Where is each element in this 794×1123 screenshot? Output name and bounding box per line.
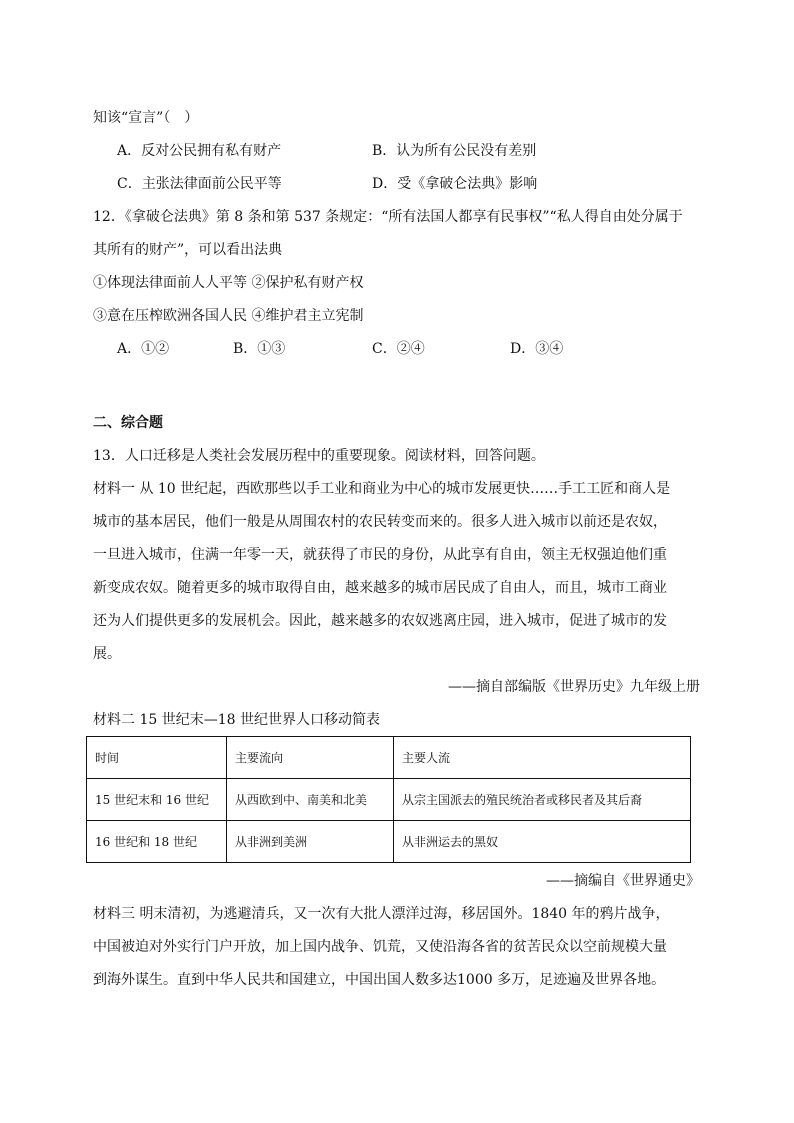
material1-line: 一旦进入城市，住满一年零一天，就获得了市民的身份，从此享有自由，领主无权强迫他们重 — [93, 547, 667, 563]
table-cell: 15 世纪末和 16 世纪 — [87, 779, 227, 821]
table-cell: 16 世纪和 18 世纪 — [87, 821, 227, 863]
migration-table — [86, 736, 691, 863]
material1-line: 还为人们提供更多的发展机会。因此，越来越多的农奴逃离庄园，进入城市，促进了城市的发 — [93, 613, 667, 629]
material1-line: 城市的基本居民，他们一般是从周围农村的农民转变而来的。很多人进入城市以前还是农奴， — [93, 514, 667, 530]
table-header-cell: 主要流向 — [227, 737, 394, 779]
q11-option-d: D．受《拿破仑法典》影响 — [372, 176, 538, 192]
table-header-cell: 主要人流 — [394, 737, 691, 779]
q13-stem: 13．人口迁移是人类社会发展历程中的重要现象。阅读材料，回答问题。 — [93, 448, 545, 464]
q12-option-d: D．③④ — [510, 341, 564, 357]
table-row — [87, 821, 691, 863]
q11-option-b: B．认为所有公民没有差别 — [372, 143, 537, 159]
table-cell: 从非洲运去的黑奴 — [394, 821, 691, 863]
q12-stem-line1: 12．《拿破仑法典》第 8 条和第 537 条规定：“所有法国人都享有民事权”“私人得自由处分属于 — [93, 209, 683, 225]
material2-source: ——摘编自《世界通史》 — [546, 873, 700, 889]
q11-stem-tail: 知该“宣言”（ ） — [93, 110, 199, 126]
section-heading: 二、综合题 — [93, 415, 163, 431]
q11-option-a: A．反对公民拥有私有财产 — [117, 143, 282, 159]
q11-option-c: C．主张法律面前公民平等 — [117, 176, 282, 192]
q12-option-c: C．②④ — [372, 341, 425, 357]
table-cell: 从非洲到美洲 — [227, 821, 394, 863]
material1-line: 新变成农奴。随着更多的城市取得自由，越来越多的城市居民成了自由人，而且，城市工商业 — [93, 580, 667, 596]
material2-title: 材料二 15 世纪末—18 世纪世界人口移动简表 — [93, 712, 380, 728]
q12-option-a: A．①② — [117, 341, 170, 357]
q12-option-b: B．①③ — [233, 341, 286, 357]
table-row — [87, 779, 691, 821]
table-header-cell: 时间 — [87, 737, 227, 779]
material1-line: 展。 — [93, 646, 121, 662]
material1-line: 材料一 从 10 世纪起，西欧那些以手工业和商业为中心的城市发展更快……手工工匠和商人是 — [93, 481, 671, 497]
table-cell: 从宗主国派去的殖民统治者或移民者及其后裔 — [394, 779, 691, 821]
table-cell: 从西欧到中、南美和北美 — [227, 779, 394, 821]
material3-line: 到海外谋生。直到中华人民共和国建立，中国出国人数多达1000 多万，足迹遍及世界各地。 — [93, 972, 666, 988]
q12-statements-line2: ③意在压榨欧洲各国人民 ④维护君主立宪制 — [93, 308, 364, 324]
material1-source: ——摘自部编版《世界历史》九年级上册 — [448, 679, 700, 695]
q12-stem-line2: 其所有的财产”，可以看出法典 — [93, 242, 283, 258]
material3-line: 中国被迫对外实行门户开放，加上国内战争、饥荒，又使沿海各省的贫苦民众以空前规模大量 — [93, 939, 667, 955]
q12-statements-line1: ①体现法律面前人人平等 ②保护私有财产权 — [93, 275, 364, 291]
material3-line: 材料三 明末清初，为逃避清兵，又一次有大批人漂洋过海，移居国外。1840 年的鸦片战争， — [93, 906, 670, 922]
table-header-row — [87, 737, 691, 779]
